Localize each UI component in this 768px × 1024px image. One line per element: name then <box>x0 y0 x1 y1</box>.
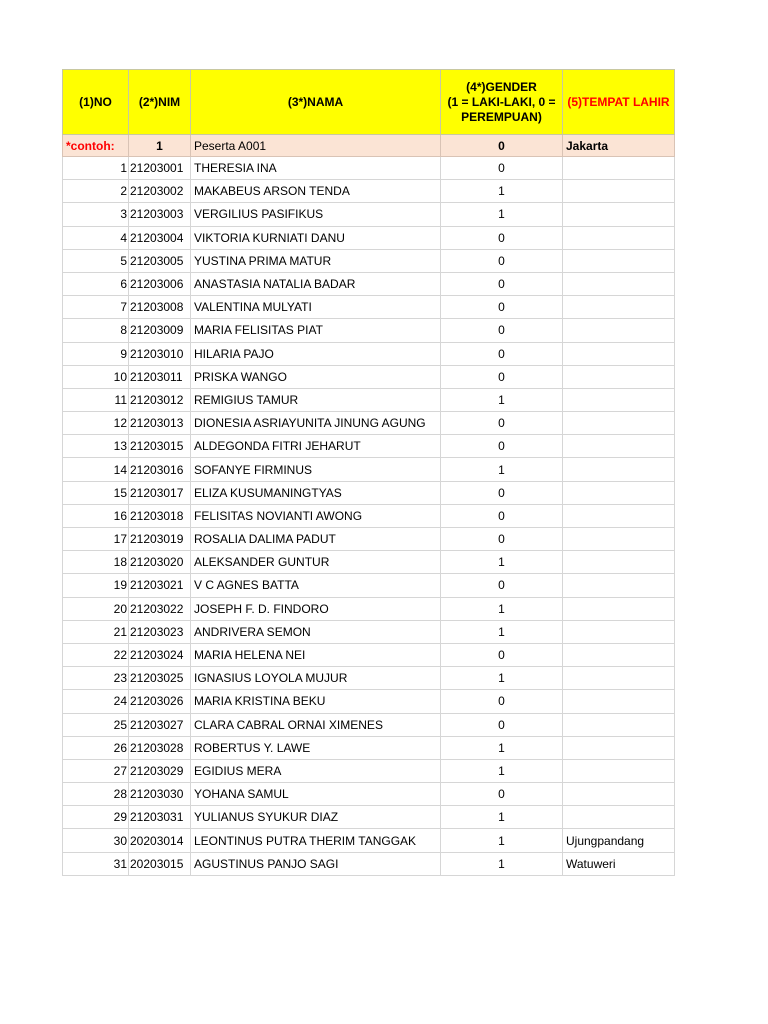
cell-gender[interactable]: 0 <box>441 272 563 295</box>
table-row <box>63 249 675 272</box>
cell-gender[interactable]: 0 <box>441 574 563 597</box>
cell-nim[interactable]: 21203017 <box>129 481 191 504</box>
table-body <box>63 135 675 876</box>
cell-gender[interactable]: 0 <box>441 643 563 666</box>
cell-gender[interactable]: 0 <box>441 481 563 504</box>
table-row <box>63 296 675 319</box>
cell-no[interactable]: 10 <box>63 365 129 388</box>
cell-tempat-lahir[interactable] <box>563 574 675 597</box>
header-nama[interactable]: (3*)NAMA <box>191 70 441 135</box>
cell-nama[interactable]: ALEKSANDER GUNTUR <box>191 551 441 574</box>
cell-no[interactable]: 31 <box>63 852 129 875</box>
cell-no[interactable]: 18 <box>63 551 129 574</box>
cell-no[interactable]: 22 <box>63 643 129 666</box>
table-row <box>63 736 675 759</box>
cell-gender[interactable]: 1 <box>441 806 563 829</box>
cell-tempat-lahir[interactable] <box>563 157 675 180</box>
example-no[interactable]: 1 <box>129 135 191 157</box>
cell-tempat-lahir[interactable] <box>563 597 675 620</box>
header-gender-line3: PEREMPUAN) <box>461 109 542 124</box>
table-row <box>63 829 675 852</box>
cell-nama[interactable]: ALDEGONDA FITRI JEHARUT <box>191 435 441 458</box>
cell-no[interactable]: 7 <box>63 296 129 319</box>
table-row <box>63 203 675 226</box>
header-no[interactable]: (1)NO <box>63 70 129 135</box>
cell-no[interactable]: 29 <box>63 806 129 829</box>
cell-no[interactable]: 28 <box>63 783 129 806</box>
cell-no[interactable]: 27 <box>63 759 129 782</box>
cell-tempat-lahir[interactable] <box>563 528 675 551</box>
table-row <box>63 180 675 203</box>
cell-no[interactable]: 30 <box>63 829 129 852</box>
cell-tempat-lahir[interactable] <box>563 296 675 319</box>
cell-gender[interactable]: 0 <box>441 713 563 736</box>
table-row <box>63 852 675 875</box>
cell-tempat-lahir[interactable] <box>563 667 675 690</box>
cell-nama[interactable]: IGNASIUS LOYOLA MUJUR <box>191 667 441 690</box>
cell-no[interactable]: 12 <box>63 412 129 435</box>
cell-nim[interactable]: 21203016 <box>129 458 191 481</box>
table-row <box>63 342 675 365</box>
cell-gender[interactable]: 1 <box>441 203 563 226</box>
table-row <box>63 643 675 666</box>
cell-tempat-lahir[interactable] <box>563 435 675 458</box>
cell-nim[interactable]: 21203011 <box>129 365 191 388</box>
cell-nim[interactable]: 21203008 <box>129 296 191 319</box>
header-row <box>63 70 675 135</box>
cell-gender[interactable]: 1 <box>441 551 563 574</box>
cell-tempat-lahir[interactable] <box>563 806 675 829</box>
cell-nama[interactable]: ANDRIVERA SEMON <box>191 620 441 643</box>
table-row <box>63 690 675 713</box>
cell-tempat-lahir[interactable] <box>563 736 675 759</box>
cell-nama[interactable]: YUSTINA PRIMA MATUR <box>191 249 441 272</box>
table-row <box>63 574 675 597</box>
cell-gender[interactable]: 0 <box>441 319 563 342</box>
cell-nim[interactable]: 21203003 <box>129 203 191 226</box>
cell-gender[interactable]: 1 <box>441 736 563 759</box>
cell-gender[interactable]: 1 <box>441 458 563 481</box>
example-nama[interactable]: Peserta A001 <box>191 135 441 157</box>
cell-tempat-lahir[interactable] <box>563 713 675 736</box>
cell-nim[interactable]: 21203029 <box>129 759 191 782</box>
cell-nama[interactable]: VERGILIUS PASIFIKUS <box>191 203 441 226</box>
cell-nim[interactable]: 21203027 <box>129 713 191 736</box>
cell-nim[interactable]: 21203012 <box>129 388 191 411</box>
cell-no[interactable]: 11 <box>63 388 129 411</box>
participant-table <box>62 69 675 876</box>
cell-gender[interactable]: 0 <box>441 412 563 435</box>
example-gender[interactable]: 0 <box>441 135 563 157</box>
cell-gender[interactable]: 1 <box>441 829 563 852</box>
cell-tempat-lahir[interactable] <box>563 249 675 272</box>
cell-nama[interactable]: JOSEPH F. D. FINDORO <box>191 597 441 620</box>
table-header <box>63 70 675 135</box>
cell-nim[interactable]: 21203013 <box>129 412 191 435</box>
cell-tempat-lahir[interactable] <box>563 620 675 643</box>
cell-no[interactable]: 25 <box>63 713 129 736</box>
cell-no[interactable]: 17 <box>63 528 129 551</box>
cell-tempat-lahir[interactable] <box>563 388 675 411</box>
cell-no[interactable]: 16 <box>63 504 129 527</box>
cell-nim[interactable]: 21203001 <box>129 157 191 180</box>
cell-no[interactable]: 1 <box>63 157 129 180</box>
cell-no[interactable]: 19 <box>63 574 129 597</box>
cell-no[interactable]: 26 <box>63 736 129 759</box>
table-row <box>63 620 675 643</box>
cell-gender[interactable]: 0 <box>441 342 563 365</box>
table-row <box>63 806 675 829</box>
cell-no[interactable]: 14 <box>63 458 129 481</box>
cell-gender[interactable]: 0 <box>441 365 563 388</box>
cell-gender[interactable]: 1 <box>441 620 563 643</box>
table-row <box>63 551 675 574</box>
cell-nim[interactable]: 21203030 <box>129 783 191 806</box>
cell-nama[interactable]: ANASTASIA NATALIA BADAR <box>191 272 441 295</box>
cell-tempat-lahir[interactable] <box>563 643 675 666</box>
cell-nim[interactable]: 21203022 <box>129 597 191 620</box>
cell-nama[interactable]: CLARA CABRAL ORNAI XIMENES <box>191 713 441 736</box>
cell-nama[interactable]: EGIDIUS MERA <box>191 759 441 782</box>
table-row <box>63 412 675 435</box>
cell-gender[interactable]: 1 <box>441 388 563 411</box>
header-gender[interactable] <box>441 70 563 135</box>
cell-nama[interactable]: LEONTINUS PUTRA THERIM TANGGAK <box>191 829 441 852</box>
header-tempat-lahir[interactable]: (5)TEMPAT LAHIR <box>563 70 675 135</box>
cell-no[interactable]: 4 <box>63 226 129 249</box>
table-row <box>63 759 675 782</box>
cell-gender[interactable]: 1 <box>441 180 563 203</box>
cell-nama[interactable]: MAKABEUS ARSON TENDA <box>191 180 441 203</box>
cell-gender[interactable]: 0 <box>441 690 563 713</box>
cell-nim[interactable]: 21203023 <box>129 620 191 643</box>
cell-nim[interactable]: 21203006 <box>129 272 191 295</box>
header-gender-line2: (1 = LAKI-LAKI, 0 = <box>447 94 556 109</box>
cell-tempat-lahir[interactable] <box>563 412 675 435</box>
cell-gender[interactable]: 0 <box>441 783 563 806</box>
cell-nama[interactable]: DIONESIA ASRIAYUNITA JINUNG AGUNG <box>191 412 441 435</box>
cell-no[interactable]: 6 <box>63 272 129 295</box>
cell-no[interactable]: 23 <box>63 667 129 690</box>
cell-nama[interactable]: MARIA FELISITAS PIAT <box>191 319 441 342</box>
cell-tempat-lahir[interactable] <box>563 551 675 574</box>
cell-tempat-lahir[interactable] <box>563 180 675 203</box>
cell-no[interactable]: 15 <box>63 481 129 504</box>
table-row <box>63 272 675 295</box>
table-row <box>63 226 675 249</box>
cell-tempat-lahir[interactable] <box>563 226 675 249</box>
cell-nama[interactable]: ROBERTUS Y. LAWE <box>191 736 441 759</box>
cell-nama[interactable]: HILARIA PAJO <box>191 342 441 365</box>
cell-nama[interactable]: VIKTORIA KURNIATI DANU <box>191 226 441 249</box>
cell-gender[interactable]: 0 <box>441 157 563 180</box>
table-row <box>63 388 675 411</box>
cell-gender[interactable]: 0 <box>441 226 563 249</box>
cell-tempat-lahir[interactable] <box>563 203 675 226</box>
cell-nama[interactable]: YULIANUS SYUKUR DIAZ <box>191 806 441 829</box>
cell-tempat-lahir[interactable]: Watuweri <box>563 852 675 875</box>
cell-nim[interactable]: 21203004 <box>129 226 191 249</box>
cell-gender[interactable]: 1 <box>441 597 563 620</box>
table-row <box>63 713 675 736</box>
table-row <box>63 435 675 458</box>
cell-nim[interactable]: 21203031 <box>129 806 191 829</box>
cell-no[interactable]: 20 <box>63 597 129 620</box>
cell-nama[interactable]: ROSALIA DALIMA PADUT <box>191 528 441 551</box>
cell-nama[interactable]: AGUSTINUS PANJO SAGI <box>191 852 441 875</box>
cell-tempat-lahir[interactable] <box>563 783 675 806</box>
cell-nim[interactable]: 21203015 <box>129 435 191 458</box>
cell-tempat-lahir[interactable] <box>563 481 675 504</box>
cell-nim[interactable]: 21203028 <box>129 736 191 759</box>
cell-gender[interactable]: 0 <box>441 296 563 319</box>
cell-no[interactable]: 13 <box>63 435 129 458</box>
cell-tempat-lahir[interactable] <box>563 342 675 365</box>
cell-gender[interactable]: 0 <box>441 435 563 458</box>
cell-nama[interactable]: SOFANYE FIRMINUS <box>191 458 441 481</box>
cell-nama[interactable]: V C AGNES BATTA <box>191 574 441 597</box>
cell-nim[interactable]: 21203024 <box>129 643 191 666</box>
cell-nim[interactable]: 21203020 <box>129 551 191 574</box>
header-nim[interactable]: (2*)NIM <box>129 70 191 135</box>
cell-tempat-lahir[interactable] <box>563 319 675 342</box>
cell-tempat-lahir[interactable] <box>563 759 675 782</box>
cell-nim[interactable]: 21203009 <box>129 319 191 342</box>
table-row <box>63 157 675 180</box>
table-row <box>63 319 675 342</box>
cell-nama[interactable]: ELIZA KUSUMANINGTYAS <box>191 481 441 504</box>
cell-gender[interactable]: 0 <box>441 504 563 527</box>
cell-no[interactable]: 2 <box>63 180 129 203</box>
cell-nim[interactable]: 21203018 <box>129 504 191 527</box>
cell-nama[interactable]: PRISKA WANGO <box>191 365 441 388</box>
cell-nim[interactable]: 20203015 <box>129 852 191 875</box>
cell-no[interactable]: 3 <box>63 203 129 226</box>
cell-no[interactable]: 24 <box>63 690 129 713</box>
example-row <box>63 135 675 157</box>
cell-nama[interactable]: REMIGIUS TAMUR <box>191 388 441 411</box>
cell-nama[interactable]: VALENTINA MULYATI <box>191 296 441 319</box>
cell-nama[interactable]: FELISITAS NOVIANTI AWONG <box>191 504 441 527</box>
cell-gender[interactable]: 1 <box>441 759 563 782</box>
table-row <box>63 597 675 620</box>
cell-nim[interactable]: 20203014 <box>129 829 191 852</box>
cell-tempat-lahir[interactable] <box>563 690 675 713</box>
cell-gender[interactable]: 1 <box>441 667 563 690</box>
cell-nim[interactable]: 21203005 <box>129 249 191 272</box>
cell-tempat-lahir[interactable] <box>563 272 675 295</box>
example-label[interactable]: *contoh: <box>63 135 129 157</box>
cell-no[interactable]: 21 <box>63 620 129 643</box>
cell-nim[interactable]: 21203026 <box>129 690 191 713</box>
cell-gender[interactable]: 0 <box>441 249 563 272</box>
cell-gender[interactable]: 0 <box>441 528 563 551</box>
cell-tempat-lahir[interactable] <box>563 458 675 481</box>
cell-gender[interactable]: 1 <box>441 852 563 875</box>
cell-no[interactable]: 5 <box>63 249 129 272</box>
header-gender-line1: (4*)GENDER <box>466 79 537 94</box>
cell-nim[interactable]: 21203010 <box>129 342 191 365</box>
cell-tempat-lahir[interactable] <box>563 365 675 388</box>
table-row <box>63 365 675 388</box>
cell-no[interactable]: 9 <box>63 342 129 365</box>
table-row <box>63 504 675 527</box>
table-row <box>63 528 675 551</box>
cell-nim[interactable]: 21203019 <box>129 528 191 551</box>
cell-nim[interactable]: 21203021 <box>129 574 191 597</box>
table-row <box>63 783 675 806</box>
cell-nim[interactable]: 21203025 <box>129 667 191 690</box>
table-row <box>63 667 675 690</box>
cell-nama[interactable]: YOHANA SAMUL <box>191 783 441 806</box>
cell-tempat-lahir[interactable] <box>563 504 675 527</box>
cell-nim[interactable]: 21203002 <box>129 180 191 203</box>
cell-no[interactable]: 8 <box>63 319 129 342</box>
cell-nama[interactable]: MARIA HELENA NEI <box>191 643 441 666</box>
example-tempat-lahir[interactable]: Jakarta <box>563 135 675 157</box>
table-row <box>63 481 675 504</box>
cell-nama[interactable]: MARIA KRISTINA BEKU <box>191 690 441 713</box>
table-row <box>63 458 675 481</box>
cell-tempat-lahir[interactable]: Ujungpandang <box>563 829 675 852</box>
cell-nama[interactable]: THERESIA INA <box>191 157 441 180</box>
